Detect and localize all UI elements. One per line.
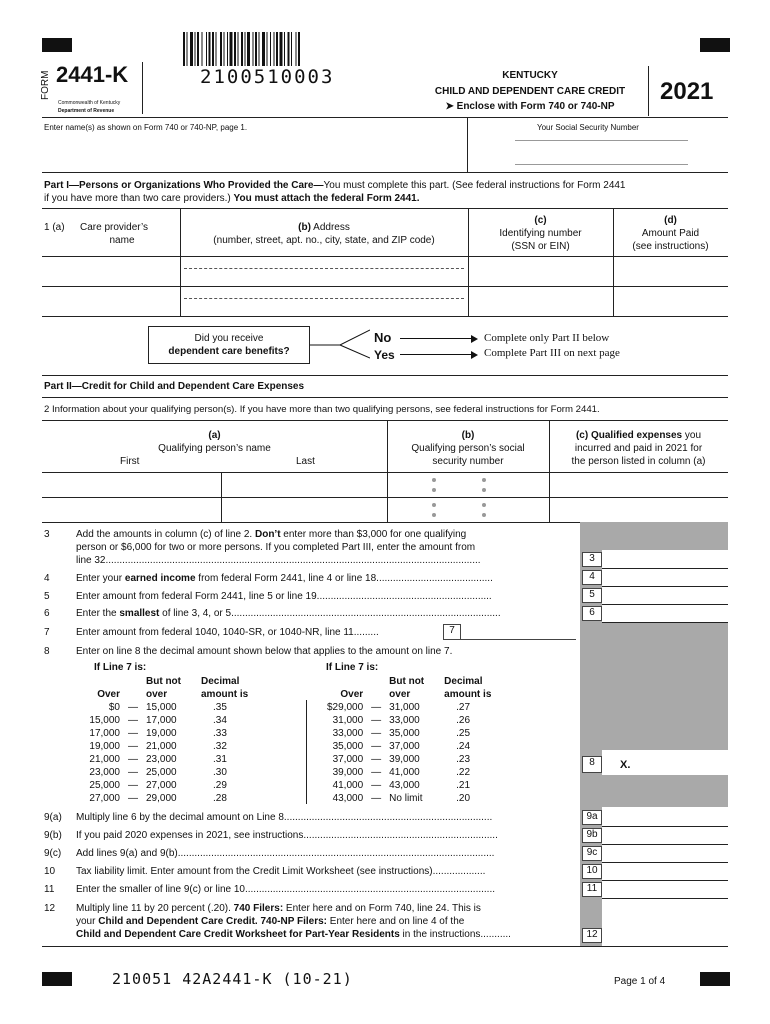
box-8: 8: [582, 756, 602, 773]
provider1-name-input[interactable]: [44, 258, 178, 284]
line5-num: 5: [44, 591, 50, 602]
decimal-table-row: 17,000 — 19,000 .33: [89, 728, 227, 739]
line7-text: Enter amount from federal 1040, 1040-SR, or 1040-NR, line 11.........: [76, 627, 379, 638]
p1-col-c-label: (c): [534, 215, 547, 226]
title-line2: CHILD AND DEPENDENT CARE CREDIT: [434, 86, 626, 97]
benefits-question-line1: Did you receive: [194, 333, 264, 344]
line9c-input[interactable]: [604, 846, 726, 861]
line3-input[interactable]: [604, 552, 726, 567]
decimal-table-left: But not Decimal Over over amount is $0 — 15,000 .35 15,000 — 17,000 .34 17,000 — 19,000 .33 19,000 — 21,000 .32 21,000 — 23,000 .31 23,000 — 25,000 .30 25,000 — 27,000 .29 27,000 — 29,000 .28: [82, 675, 250, 805]
line10-text: Tax liability limit. Enter amount from the Credit Limit Worksheet (see instructions)...................: [76, 866, 486, 877]
decimal-table-row: 25,000 — 27,000 .29: [89, 780, 227, 791]
decimal-table-right: But not Decimal Over over amount is $29,000 — 31,000 .27 31,000 — 33,000 .26 33,000 — 35,000 .25 35,000 — 37,000 .24 37,000 — 39,000 .23 39,000 — 41,000 .22 41,000 — 43,000 .21 43,000 — No limit .20: [327, 676, 492, 804]
box-9b: 9b: [582, 828, 602, 843]
line4-num: 4: [44, 573, 50, 584]
p1-col-d-label: (d): [664, 215, 677, 226]
provider1-id-input[interactable]: [470, 258, 611, 284]
barcode-image: [183, 32, 363, 68]
ssn-input[interactable]: [515, 142, 688, 162]
p2-col-a-label: (a): [208, 430, 221, 441]
line1-num: 1 (a): [44, 222, 65, 233]
p1-col-a2: name: [109, 235, 135, 246]
person1-first-input[interactable]: [44, 474, 219, 495]
department: Department of Revenue: [58, 108, 115, 114]
decimal-table-row: 15,000 — 17,000 .34: [89, 715, 227, 726]
answer-no[interactable]: No: [374, 330, 392, 345]
line3-text-c: line 32.......................................................................................................................................: [76, 555, 481, 566]
line6-input[interactable]: [604, 606, 726, 621]
decimal-table-row: $0 — 15,000 .35: [108, 702, 227, 713]
line12-num: 12: [44, 903, 56, 914]
decimal-table-row: 27,000 — 29,000 .28: [89, 793, 227, 804]
arrow-no: [400, 338, 472, 339]
box-7: 7: [443, 624, 461, 640]
table-left-heading: If Line 7 is:: [94, 662, 147, 673]
decimal-table-row: 23,000 — 25,000 .30: [89, 767, 227, 778]
provider2-name-input[interactable]: [44, 288, 178, 314]
p2-col-b-label: (b): [461, 430, 475, 441]
decimal-table-row: 31,000 — 33,000 .26: [332, 715, 471, 726]
person1-ssn-input[interactable]: [389, 474, 547, 495]
line7-input[interactable]: [461, 624, 576, 640]
line9a-input[interactable]: [604, 810, 726, 825]
line8-num: 8: [44, 646, 50, 657]
gray-block-l7-8: [602, 622, 728, 750]
p2-first: First: [120, 456, 140, 467]
registration-mark-top-right: [700, 38, 730, 52]
provider1-address-input[interactable]: [182, 258, 466, 284]
part1-heading-line2: if you have more than two care providers.) You must attach the federal Form 2441.: [44, 193, 420, 204]
decimal-table-row: 19,000 — 21,000 .32: [89, 741, 227, 752]
form-number: 2441-K: [56, 62, 129, 87]
p1-col-c2: (SSN or EIN): [511, 241, 570, 252]
part1-heading: Part I—Persons or Organizations Who Provided the Care—You must complete this part. (See federal instructions for Form 2441: [44, 180, 626, 191]
box-9c: 9c: [582, 846, 602, 861]
title-line1: KENTUCKY: [502, 70, 558, 81]
line11-input[interactable]: [604, 882, 726, 897]
registration-mark-top-left: [42, 38, 72, 52]
line12-text-c: Child and Dependent Care Credit Worksheet for Part-Year Residents in the instructions...........: [76, 929, 511, 940]
line10-input[interactable]: [604, 864, 726, 879]
box-10: 10: [582, 864, 602, 879]
line4-text: Enter your earned income from federal Form 2441, line 4 or line 18..........................................: [76, 573, 493, 584]
title-line3: ➤ Enclose with Form 740 or 740-NP: [445, 101, 615, 112]
line7-num: 7: [44, 627, 50, 638]
provider2-address-input[interactable]: [182, 288, 466, 314]
name-input[interactable]: [44, 135, 464, 169]
box-5: 5: [582, 588, 602, 603]
box-6: 6: [582, 606, 602, 621]
provider1-amount-input[interactable]: [615, 258, 726, 284]
line6-num: 6: [44, 608, 50, 619]
box-9a: 9a: [582, 810, 602, 825]
table-divider: [306, 700, 307, 804]
gray-block-l8-9: [602, 775, 728, 807]
p2-col-b: Qualifying person’s social: [411, 443, 525, 454]
p2-col-c: (c) Qualified expenses you: [575, 430, 702, 441]
person2-first-input[interactable]: [44, 499, 219, 520]
line11-text: Enter the smaller of line 9(c) or line 10..........................................................................................: [76, 884, 496, 895]
line8-x: X.: [620, 759, 631, 771]
line2-text: 2 Information about your qualifying person(s). If you have more than two qualifying persons, see federal instructions for Form 2441.: [44, 404, 600, 415]
line9b-text: If you paid 2020 expenses in 2021, see instructions......................................................................: [76, 830, 498, 841]
table-right-heading: If Line 7 is:: [326, 662, 379, 673]
name-label: Enter name(s) as shown on Form 740 or 740-NP, page 1.: [44, 123, 248, 132]
line8-input[interactable]: [636, 755, 726, 773]
benefits-connector: [310, 326, 370, 366]
line12-input[interactable]: [604, 928, 726, 945]
gray-block-l3: [602, 522, 728, 550]
decimal-table-row: 41,000 — 43,000 .21: [332, 780, 471, 791]
line3-text-a: Add the amounts in column (c) of line 2. Don’t enter more than $3,000 for one qualifying: [76, 529, 467, 540]
ssn-label: Your Social Security Number: [537, 123, 639, 132]
line3-num: 3: [44, 529, 50, 540]
person1-last-input[interactable]: [223, 474, 385, 495]
answer-yes[interactable]: Yes: [374, 348, 395, 362]
line12-text-a: Multiply line 11 by 20 percent (.20). 740 Filers: Enter here and on Form 740, line 24. This is: [76, 903, 481, 914]
person2-expenses-input[interactable]: [551, 499, 726, 520]
year: 2021: [660, 78, 714, 105]
decimal-table-row: 35,000 — 37,000 .24: [332, 741, 471, 752]
box-3: 3: [582, 552, 602, 567]
p2-col-b2: security number: [432, 456, 504, 467]
p1-col-d: Amount Paid: [641, 228, 700, 239]
decimal-table-row: 37,000 — 39,000 .23: [332, 754, 471, 765]
decimal-table-row: $29,000 — 31,000 .27: [327, 702, 471, 713]
line5-input[interactable]: [604, 588, 726, 603]
p1-col-b2: (number, street, apt. no., city, state, and ZIP code): [213, 235, 435, 246]
line9b-num: 9(b): [44, 830, 62, 841]
p2-col-c2: incurred and paid in 2021 for: [574, 443, 703, 454]
decimal-table-row: 43,000 — No limit .20: [332, 793, 471, 804]
box-4: 4: [582, 570, 602, 585]
arrow-yes: [400, 354, 472, 355]
no-action-text: Complete only Part II below: [484, 332, 610, 344]
line12-text-b: your Child and Dependent Care Credit. 740-NP Filers: Enter here and on line 4 of the: [76, 916, 465, 927]
line11-num: 11: [44, 884, 55, 895]
line10-num: 10: [44, 866, 56, 877]
box-11: 11: [582, 882, 602, 897]
line4-input[interactable]: [604, 570, 726, 585]
decimal-table-row: 39,000 — 41,000 .22: [332, 767, 471, 778]
line5-text: Enter amount from federal Form 2441, line 5 or line 19...............................................................: [76, 591, 492, 602]
form-word: FORM: [40, 70, 51, 100]
commonwealth: Commonwealth of Kentucky: [58, 100, 121, 106]
barcode-number: 2100510003: [200, 66, 335, 88]
footer-code: 210051 42A2441-K (10-21): [112, 970, 353, 988]
person2-ssn-input[interactable]: [389, 499, 547, 520]
line3-text-b: person or $6,000 for two or more persons. If you completed Part III, enter the amount from: [76, 542, 476, 553]
provider2-id-input[interactable]: [470, 288, 611, 314]
p2-col-c3: the person listed in column (a): [571, 456, 706, 467]
part2-heading: Part II—Credit for Child and Dependent Care Expenses: [44, 381, 305, 392]
provider2-amount-input[interactable]: [615, 288, 726, 314]
person2-last-input[interactable]: [223, 499, 385, 520]
p1-col-c: Identifying number: [499, 228, 582, 239]
benefits-question-line2: dependent care benefits?: [168, 346, 290, 357]
line9b-input[interactable]: [604, 828, 726, 843]
yes-action-text: Complete Part III on next page: [484, 347, 620, 359]
p1-col-a: Care provider’s: [80, 222, 148, 233]
decimal-table-row: 33,000 — 35,000 .25: [332, 728, 471, 739]
box-12: 12: [582, 928, 602, 943]
p1-col-d2: (see instructions): [632, 241, 709, 252]
line9a-num: 9(a): [44, 812, 62, 823]
benefits-question-box: [148, 326, 310, 364]
line9c-text: Add lines 9(a) and 9(b)..................................................................................................................: [76, 848, 495, 859]
line9a-text: Multiply line 6 by the decimal amount on Line 8...........................................................................: [76, 812, 493, 823]
p1-col-b: (b) Address: [298, 222, 350, 233]
person1-expenses-input[interactable]: [551, 474, 726, 495]
line8-text: Enter on line 8 the decimal amount shown below that applies to the amount on line 7.: [76, 646, 453, 657]
line9c-num: 9(c): [44, 848, 62, 859]
decimal-table-row: 21,000 — 23,000 .31: [89, 754, 227, 765]
p2-last: Last: [296, 456, 315, 467]
p2-col-a: Qualifying person’s name: [158, 443, 271, 454]
registration-mark-bottom-left: [42, 972, 72, 986]
registration-mark-bottom-right: [700, 972, 730, 986]
page-number: Page 1 of 4: [614, 976, 666, 987]
line6-text: Enter the smallest of line 3, 4, or 5.................................................................................................: [76, 608, 501, 619]
